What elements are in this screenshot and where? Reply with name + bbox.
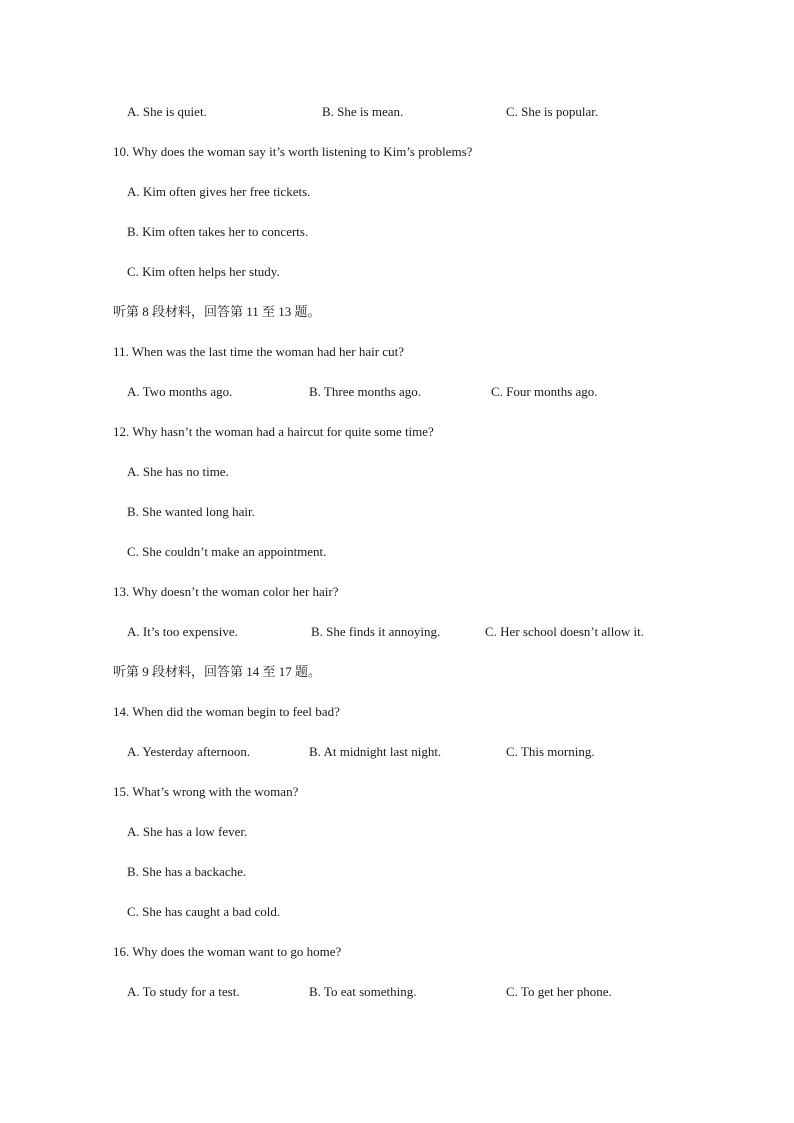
q16-option-b: B. To eat something. <box>309 984 417 999</box>
section-9-instruction: 听第 9 段材料，回答第 14 至 17 题。 <box>113 664 322 679</box>
q15-option-b: B. She has a backache. <box>127 864 247 879</box>
q14-option-c: C. This morning. <box>506 744 595 759</box>
q10-option-c: C. Kim often helps her study. <box>127 264 280 279</box>
q13-question: 13. Why doesn’t the woman color her hair? <box>113 584 339 599</box>
q12-option-a: A. She has no time. <box>127 464 229 479</box>
q13-option-b: B. She finds it annoying. <box>311 624 441 639</box>
q9-option-c: C. She is popular. <box>506 104 599 119</box>
q12-question: 12. Why hasn’t the woman had a haircut for quite some time? <box>113 424 434 439</box>
q10-option-b: B. Kim often takes her to concerts. <box>127 224 309 239</box>
q10-option-a: A. Kim often gives her free tickets. <box>127 184 311 199</box>
q16-option-a: A. To study for a test. <box>127 984 240 999</box>
q15-option-c: C. She has caught a bad cold. <box>127 904 281 919</box>
q12-option-c: C. She couldn’t make an appointment. <box>127 544 327 559</box>
q10-question: 10. Why does the woman say it’s worth listening to Kim’s problems? <box>113 144 473 159</box>
q12-option-b: B. She wanted long hair. <box>127 504 255 519</box>
q16-question: 16. Why does the woman want to go home? <box>113 944 342 959</box>
q14-option-b: B. At midnight last night. <box>309 744 442 759</box>
q9-option-b: B. She is mean. <box>322 104 404 119</box>
q9-options <box>0 102 794 122</box>
q13-options <box>0 622 794 642</box>
q11-option-a: A. Two months ago. <box>127 384 233 399</box>
q15-question: 15. What’s wrong with the woman? <box>113 784 299 799</box>
section-8-instruction: 听第 8 段材料，回答第 11 至 13 题。 <box>113 304 321 319</box>
q15-option-a: A. She has a low fever. <box>127 824 248 839</box>
q11-question: 11. When was the last time the woman had her hair cut? <box>113 344 404 359</box>
q11-options <box>0 382 794 402</box>
q14-question: 14. When did the woman begin to feel bad? <box>113 704 340 719</box>
q16-options <box>0 982 794 1002</box>
q14-option-a: A. Yesterday afternoon. <box>127 744 251 759</box>
q13-option-a: A. It’s too expensive. <box>127 624 238 639</box>
q16-option-c: C. To get her phone. <box>506 984 612 999</box>
q9-option-a: A. She is quiet. <box>127 104 207 119</box>
q11-option-c: C. Four months ago. <box>491 384 598 399</box>
q13-option-c: C. Her school doesn’t allow it. <box>485 624 644 639</box>
q11-option-b: B. Three months ago. <box>309 384 422 399</box>
q14-options <box>0 742 794 762</box>
